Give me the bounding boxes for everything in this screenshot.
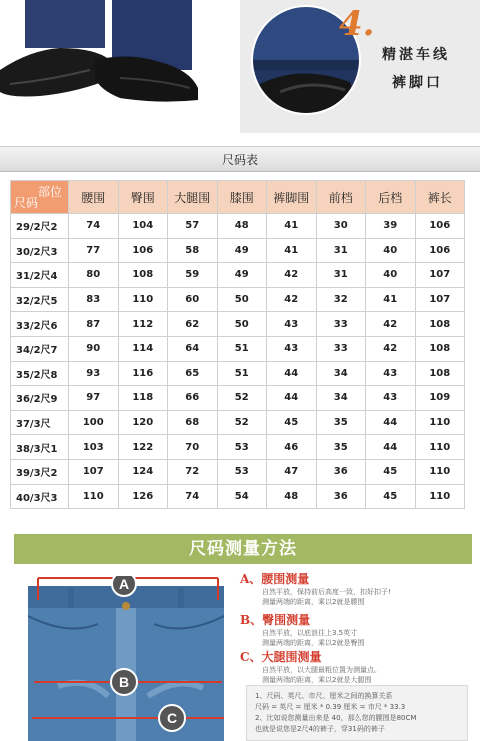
size-value-cell: 110: [69, 484, 119, 509]
size-value-cell: 50: [217, 287, 267, 312]
size-value-cell: 53: [217, 459, 267, 484]
measure-point-text: 测量两端的距离，乘以2就是臀围: [262, 639, 365, 647]
size-value-cell: 110: [415, 435, 465, 460]
size-value-cell: 80: [69, 263, 119, 288]
size-value-cell: 48: [217, 214, 267, 239]
size-code-cell: 37/3尺: [11, 410, 69, 435]
size-chart-row: [11, 410, 465, 435]
size-value-cell: 40: [366, 263, 416, 288]
size-value-cell: 43: [366, 386, 416, 411]
size-chart-row: [11, 386, 465, 411]
size-code-cell: 39/3尺2: [11, 459, 69, 484]
size-value-cell: 112: [118, 312, 168, 337]
size-value-cell: 41: [366, 287, 416, 312]
size-chart-section: [0, 146, 480, 518]
size-code-cell: 30/2尺3: [11, 238, 69, 263]
size-value-cell: 62: [168, 312, 218, 337]
size-value-cell: 45: [366, 459, 416, 484]
size-value-cell: 74: [168, 484, 218, 509]
size-value-cell: 103: [69, 435, 119, 460]
measurement-method-header: 尺码测量方法: [14, 534, 472, 564]
size-value-cell: 116: [118, 361, 168, 386]
measure-point-title: A、腰围测量: [240, 572, 310, 586]
size-value-cell: 51: [217, 361, 267, 386]
size-value-cell: 33: [316, 336, 366, 361]
size-value-cell: 107: [415, 263, 465, 288]
size-value-cell: 110: [415, 459, 465, 484]
size-value-cell: 60: [168, 287, 218, 312]
measure-point-title: C、大腿围测量: [240, 650, 322, 664]
size-code-cell: 38/3尺1: [11, 435, 69, 460]
size-value-cell: 41: [267, 238, 317, 263]
size-value-cell: 107: [415, 287, 465, 312]
size-code-cell: 36/2尺9: [11, 386, 69, 411]
marker-c-label: C: [166, 710, 178, 726]
size-code-cell: 31/2尺4: [11, 263, 69, 288]
size-value-cell: 57: [168, 214, 218, 239]
size-value-cell: 49: [217, 238, 267, 263]
measure-point-text: 自然平放，以底浪往上3.5英寸: [262, 629, 358, 637]
size-value-cell: 100: [69, 410, 119, 435]
size-value-cell: 64: [168, 336, 218, 361]
size-value-cell: 34: [316, 361, 366, 386]
size-value-cell: 39: [366, 214, 416, 239]
size-value-cell: 45: [267, 410, 317, 435]
size-chart-title: 尺码表: [0, 146, 480, 172]
size-value-cell: 109: [415, 386, 465, 411]
size-value-cell: 120: [118, 410, 168, 435]
size-value-cell: 40: [366, 238, 416, 263]
size-value-cell: 42: [366, 336, 416, 361]
size-code-cell: 32/2尺5: [11, 287, 69, 312]
size-value-cell: 35: [316, 435, 366, 460]
size-chart-row: [11, 263, 465, 288]
note-line: 2、比如说您测量出来是 40，那么您的腰围是80CM: [255, 714, 417, 722]
size-value-cell: 126: [118, 484, 168, 509]
size-value-cell: 43: [267, 312, 317, 337]
column-header: 后档: [366, 181, 416, 214]
size-chart-row: [11, 214, 465, 239]
detail-label-hem: 裤脚口: [392, 75, 443, 91]
size-chart-header-row: [11, 181, 465, 214]
size-value-cell: 74: [69, 214, 119, 239]
size-value-cell: 41: [267, 214, 317, 239]
size-value-cell: 106: [118, 238, 168, 263]
size-value-cell: 31: [316, 263, 366, 288]
size-value-cell: 93: [69, 361, 119, 386]
size-value-cell: 108: [118, 263, 168, 288]
jeans-measurement-photo: [28, 576, 224, 741]
size-chart-row: [11, 435, 465, 460]
size-value-cell: 36: [316, 459, 366, 484]
size-value-cell: 31: [316, 238, 366, 263]
size-value-cell: 54: [217, 484, 267, 509]
corner-label-part: 部位: [37, 185, 62, 199]
size-code-cell: 40/3尺3: [11, 484, 69, 509]
size-value-cell: 52: [217, 386, 267, 411]
size-value-cell: 33: [316, 312, 366, 337]
size-value-cell: 87: [69, 312, 119, 337]
size-code-cell: 34/2尺7: [11, 336, 69, 361]
marker-a-label: A: [118, 576, 130, 592]
size-value-cell: 51: [217, 336, 267, 361]
size-value-cell: 124: [118, 459, 168, 484]
column-header: 裤长: [415, 181, 465, 214]
size-chart-row: [11, 336, 465, 361]
size-value-cell: 68: [168, 410, 218, 435]
size-value-cell: 77: [69, 238, 119, 263]
size-value-cell: 45: [366, 484, 416, 509]
size-code-cell: 29/2尺2: [11, 214, 69, 239]
size-value-cell: 104: [118, 214, 168, 239]
measure-point-text: 自然平放，保持前后高度一致，扣好扣子!: [262, 588, 391, 596]
size-value-cell: 47: [267, 459, 317, 484]
column-header: 腰围: [69, 181, 119, 214]
note-line: 也就是说您是2尺4的裤子，穿31码的裤子: [255, 725, 385, 733]
size-value-cell: 108: [415, 336, 465, 361]
size-value-cell: 58: [168, 238, 218, 263]
size-value-cell: 97: [69, 386, 119, 411]
measure-point-waist: [240, 570, 391, 607]
size-value-cell: 83: [69, 287, 119, 312]
size-code-cell: 35/2尺8: [11, 361, 69, 386]
size-value-cell: 34: [316, 386, 366, 411]
size-value-cell: 65: [168, 361, 218, 386]
size-value-cell: 108: [415, 312, 465, 337]
size-chart-row: [11, 287, 465, 312]
product-photo-strip: [0, 0, 480, 140]
measure-point-text: 测量两端的距离，乘以2就是大腿围: [262, 676, 372, 684]
size-value-cell: 49: [217, 263, 267, 288]
size-value-cell: 43: [366, 361, 416, 386]
size-value-cell: 36: [316, 484, 366, 509]
measure-point-text: 测量两端的距离，乘以2就是腰围: [262, 598, 365, 606]
detail-number: 4.: [339, 4, 375, 44]
size-value-cell: 122: [118, 435, 168, 460]
corner-label-size: 尺码: [14, 196, 39, 210]
measure-point-title: B、臀围测量: [240, 613, 311, 627]
size-value-cell: 108: [415, 361, 465, 386]
size-value-cell: 30: [316, 214, 366, 239]
conversion-notes-box: [246, 685, 468, 741]
column-header: 大腿围: [168, 181, 218, 214]
size-chart-table: [10, 180, 465, 509]
measure-point-text: 自然平放，以大腿最粗位置为测量点。: [262, 666, 381, 674]
size-chart-row: [11, 484, 465, 509]
size-chart-row: [11, 459, 465, 484]
size-value-cell: 110: [118, 287, 168, 312]
size-value-cell: 90: [69, 336, 119, 361]
size-value-cell: 107: [69, 459, 119, 484]
size-value-cell: 50: [217, 312, 267, 337]
column-header: 膝围: [217, 181, 267, 214]
size-value-cell: 48: [267, 484, 317, 509]
column-header: 臀围: [118, 181, 168, 214]
size-chart-row: [11, 238, 465, 263]
size-chart-row: [11, 312, 465, 337]
size-value-cell: 53: [217, 435, 267, 460]
size-value-cell: 59: [168, 263, 218, 288]
size-value-cell: 42: [267, 263, 317, 288]
size-value-cell: 44: [366, 435, 416, 460]
size-value-cell: 52: [217, 410, 267, 435]
size-value-cell: 106: [415, 238, 465, 263]
size-chart-corner-cell: [11, 181, 69, 214]
shoes-and-jeans-photo: [0, 0, 205, 140]
column-header: 前档: [316, 181, 366, 214]
size-value-cell: 118: [118, 386, 168, 411]
size-value-cell: 44: [267, 386, 317, 411]
size-value-cell: 44: [267, 361, 317, 386]
measure-point-hip: [240, 611, 364, 648]
size-chart-row: [11, 361, 465, 386]
size-value-cell: 42: [366, 312, 416, 337]
marker-b-label: B: [118, 674, 130, 690]
size-value-cell: 72: [168, 459, 218, 484]
measure-point-thigh: [240, 648, 381, 685]
size-value-cell: 35: [316, 410, 366, 435]
size-value-cell: 43: [267, 336, 317, 361]
column-header: 裤脚围: [267, 181, 317, 214]
size-value-cell: 46: [267, 435, 317, 460]
size-value-cell: 70: [168, 435, 218, 460]
size-value-cell: 114: [118, 336, 168, 361]
size-code-cell: 33/2尺6: [11, 312, 69, 337]
size-value-cell: 42: [267, 287, 317, 312]
size-value-cell: 106: [415, 214, 465, 239]
size-value-cell: 32: [316, 287, 366, 312]
note-line: 尺码 = 英尺 = 厘米 * 0.39 厘米 = 市尺 * 33.3: [255, 703, 406, 711]
size-value-cell: 66: [168, 386, 218, 411]
detail-label-stitching: 精湛车线: [382, 47, 450, 63]
note-line: 1、尺码、英尺、市尺、厘米之间的换算关系: [255, 692, 393, 700]
size-value-cell: 44: [366, 410, 416, 435]
size-value-cell: 110: [415, 484, 465, 509]
size-value-cell: 110: [415, 410, 465, 435]
